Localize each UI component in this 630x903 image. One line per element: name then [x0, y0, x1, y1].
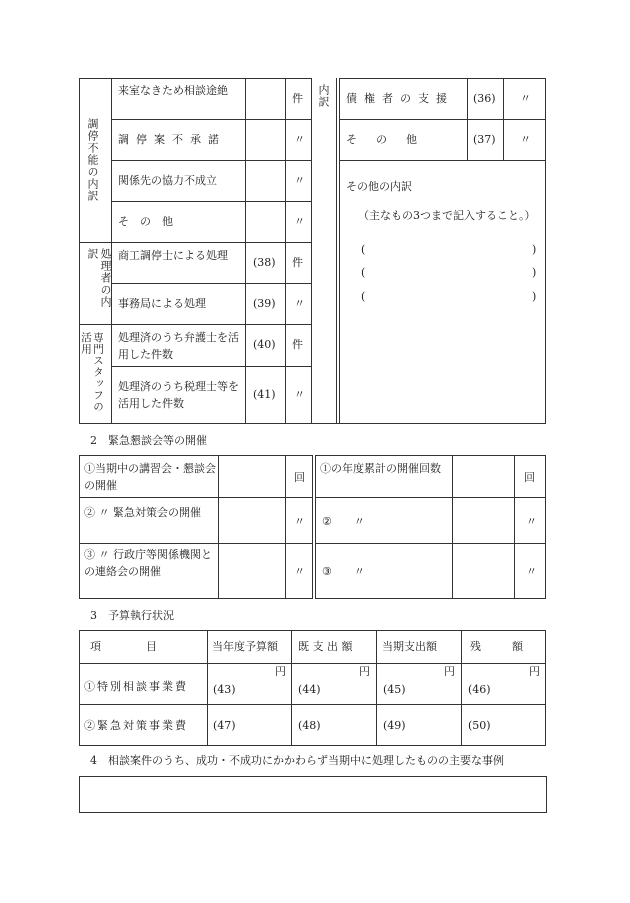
- budget-row-emergency: ②緊急対策事業費: [84, 719, 188, 732]
- section-4-heading: 4 相談案件のうち、成功・不成功にかかわらず当期中に処理したものの主要な事例: [90, 754, 504, 767]
- paren-open: (: [361, 266, 366, 279]
- unit-ditto: 〃: [526, 515, 537, 528]
- yen-unit: 円: [444, 665, 455, 678]
- paren-open: (: [361, 243, 366, 256]
- meeting-cumulative-3: ③ 〃: [322, 565, 365, 578]
- unit-ken: 件: [292, 338, 303, 351]
- paren-open: (: [361, 290, 366, 303]
- budget-header-spent: 既 支 出 額: [298, 640, 353, 653]
- row-label-secretariat: 事務局による処理: [118, 297, 206, 310]
- row-label-tax-accountant: 処理済のうち税理士等を活用した件数: [118, 380, 239, 410]
- unit-ditto: 〃: [294, 133, 305, 146]
- unit-ditto: 〃: [294, 215, 305, 228]
- unit-ditto: 〃: [294, 174, 305, 187]
- naiyaku-label: 内訳: [317, 84, 330, 108]
- row-label-no-visit: 来室なきため相談途絶: [118, 84, 228, 97]
- code-39: (39): [253, 297, 276, 310]
- row-label-proposal-rejected: 調停案不承諾: [118, 133, 226, 146]
- code-38: (38): [253, 256, 276, 269]
- category-label-processor: 処理者の内訳: [86, 248, 112, 308]
- right-row-label-other: そ の 他: [346, 133, 421, 146]
- meeting-row-emergency: ② 〃 緊急対策会の開催: [84, 506, 201, 519]
- meeting-row-seminar: ①当期中の講習会・懇談会の開催: [84, 462, 216, 492]
- unit-ditto: 〃: [520, 133, 531, 146]
- other-breakdown-title: その他の内訳: [346, 180, 412, 193]
- code-49: (49): [383, 719, 406, 732]
- row-label-other: そ の 他: [118, 215, 173, 228]
- code-41: (41): [253, 388, 276, 401]
- code-40: (40): [253, 338, 276, 351]
- budget-header-annual: 当年度予算額: [212, 640, 278, 653]
- unit-kai: 回: [294, 471, 305, 484]
- yen-unit: 円: [359, 665, 370, 678]
- budget-header-current: 当期支出額: [382, 640, 437, 653]
- meeting-cumulative-1: ①の年度累計の開催回数: [320, 462, 441, 475]
- section-3-heading: 3 予算執行状況: [90, 609, 174, 622]
- unit-kai: 回: [524, 471, 535, 484]
- code-45: (45): [383, 683, 406, 696]
- code-46: (46): [468, 683, 491, 696]
- category-label-mediation-failure: 調停不能の内訳: [86, 118, 99, 202]
- unit-ditto: 〃: [294, 297, 305, 310]
- yen-unit: 円: [275, 665, 286, 678]
- paren-close: ): [532, 266, 537, 279]
- row-label-no-cooperation: 関係先の協力不成立: [118, 174, 217, 187]
- meeting-cumulative-2: ② 〃: [322, 515, 365, 528]
- unit-ken: 件: [292, 92, 303, 105]
- code-37: (37): [473, 133, 496, 146]
- budget-row-special: ①特別相談事業費: [84, 680, 188, 693]
- budget-header-item: 項 目: [90, 640, 160, 653]
- category-label-specialist-staff: 専門スタッフの活用: [80, 332, 104, 413]
- row-label-lawyer: 処理済のうち弁護士を活用した件数: [118, 331, 239, 361]
- code-50: (50): [468, 719, 491, 732]
- code-36: (36): [473, 92, 496, 105]
- unit-ditto: 〃: [294, 515, 305, 528]
- row-label-commercial-mediator: 商工調停士による処理: [118, 249, 228, 262]
- paren-close: ): [532, 290, 537, 303]
- code-44: (44): [298, 683, 321, 696]
- right-row-label-creditor-support: 債権者の支援: [346, 92, 454, 105]
- unit-ditto: 〃: [294, 388, 305, 401]
- code-43: (43): [213, 683, 236, 696]
- meeting-row-liaison: ③ 〃 行政庁等関係機関との連絡会の開催: [84, 548, 212, 578]
- budget-header-remaining: 残 額: [470, 640, 526, 653]
- code-47: (47): [213, 719, 236, 732]
- unit-ken: 件: [292, 256, 303, 269]
- yen-unit: 円: [529, 665, 540, 678]
- unit-ditto: 〃: [520, 92, 531, 105]
- code-48: (48): [298, 719, 321, 732]
- unit-ditto: 〃: [294, 565, 305, 578]
- other-breakdown-note: （主なもの3つまで記入すること。）: [358, 209, 536, 222]
- paren-close: ): [532, 243, 537, 256]
- section-2-heading: 2 緊急懇談会等の開催: [90, 434, 207, 447]
- unit-ditto: 〃: [526, 565, 537, 578]
- case-examples-box: [79, 776, 547, 813]
